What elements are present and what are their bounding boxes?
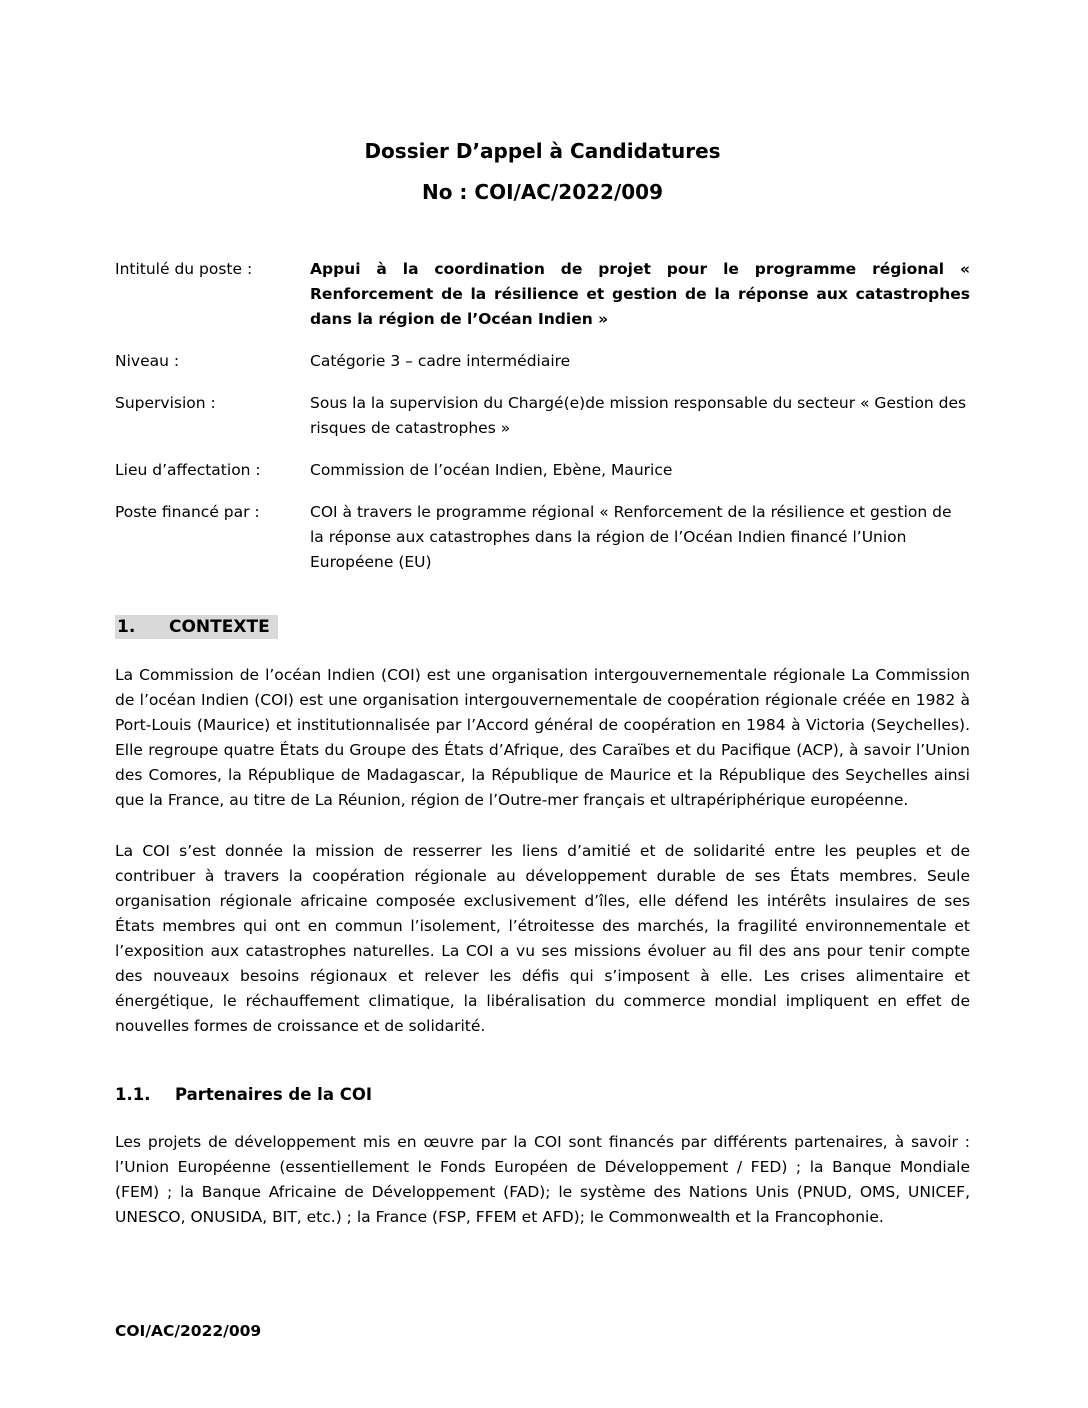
document-title: Dossier D’appel à Candidatures — [364, 139, 721, 163]
footer-reference: COI/AC/2022/009 — [115, 1322, 262, 1340]
field-label: Lieu d’affectation : — [115, 461, 261, 479]
summary-fields — [115, 257, 970, 575]
field-value: Appui à la coordination de projet pour le programme régional « Renforcement de la résilience et gestion de la réponse aux catastrophes dans la région de l’Océan Indien » — [310, 260, 970, 328]
field-row-poste-finance-par — [115, 500, 970, 575]
field-label: Niveau : — [115, 352, 180, 370]
title-block — [115, 140, 970, 203]
field-label: Supervision : — [115, 394, 216, 412]
section-1-heading — [115, 617, 970, 637]
field-value: Catégorie 3 – cadre intermédiaire — [310, 352, 571, 370]
paragraph-contexte-1: La Commission de l’océan Indien (COI) est une organisation intergouvernementale régionale La Commission de l’océan Indien (COI) est une organisation intergouvernementale de coopération régionale créée en 1982 à Port-Louis (Maurice) et institutionnalisée par l’Accord général de coopération en 1984 à Victoria (Seychelles). Elle regroupe quatre États du Groupe des États d’Afrique, des Caraïbes et du Pacifique (ACP), à savoir l’Union des Comores, la République de Madagascar, la République de Maurice et la République des Seychelles ainsi que la France, au titre de La Réunion, région de l’Outre-mer français et ultrapériphérique européenne. — [115, 666, 970, 809]
section-heading-highlight — [115, 615, 278, 639]
subsection-number: 1.1. — [115, 1085, 151, 1104]
section-1-1-heading — [115, 1085, 970, 1104]
field-row-supervision — [115, 391, 970, 441]
field-row-intitule-du-poste — [115, 257, 970, 332]
field-value: Sous la la supervision du Chargé(e)de mission responsable du secteur « Gestion des risques de catastrophes » — [310, 394, 967, 437]
field-label: Poste financé par : — [115, 503, 260, 521]
field-value: COI à travers le programme régional « Renforcement de la résilience et gestion de la réponse aux catastrophes dans la région de l’Océan Indien financé l’Union Européene (EU) — [310, 503, 952, 571]
paragraph-partenaires: Les projets de développement mis en œuvre par la COI sont financés par différents partenaires, à savoir : l’Union Européenne (essentiellement le Fonds Européen de Développement / FED) ; la Banque Mondiale (FEM) ; la Banque Africaine de Développement (FAD); le système des Nations Unis (PNUD, OMS, UNICEF, UNESCO, ONUSIDA, BIT, etc.) ; la France (FSP, FFEM et AFD); le Commonwealth et la Francophonie. — [115, 1133, 970, 1226]
field-row-lieu-affectation — [115, 458, 970, 483]
subsection-title: Partenaires de la COI — [175, 1085, 372, 1104]
document-reference-number: No : COI/AC/2022/009 — [421, 180, 663, 204]
section-number: 1. — [117, 617, 136, 637]
field-label: Intitulé du poste : — [115, 260, 253, 278]
section-title: CONTEXTE — [169, 617, 270, 637]
field-row-niveau — [115, 349, 970, 374]
paragraph-contexte-2: La COI s’est donnée la mission de resserrer les liens d’amitié et de solidarité entre les peuples et de contribuer à travers la coopération régionale au développement durable de ses États membres. Seule organisation régionale africaine composée exclusivement d’îles, elle défend les intérêts insulaires de ses États membres qui ont en commun l’isolement, l’étroitesse des marchés, la fragilité environnementale et l’exposition aux catastrophes naturelles. La COI a vu ses missions évoluer au fil des ans pour tenir compte des nouveaux besoins régionaux et relever les défis qui s’imposent à elle. Les crises alimentaire et énergétique, le réchauffement climatique, la libéralisation du commerce mondial impliquent en effet de nouvelles formes de croissance et de solidarité. — [115, 842, 970, 1035]
field-value: Commission de l’océan Indien, Ebène, Maurice — [310, 461, 673, 479]
